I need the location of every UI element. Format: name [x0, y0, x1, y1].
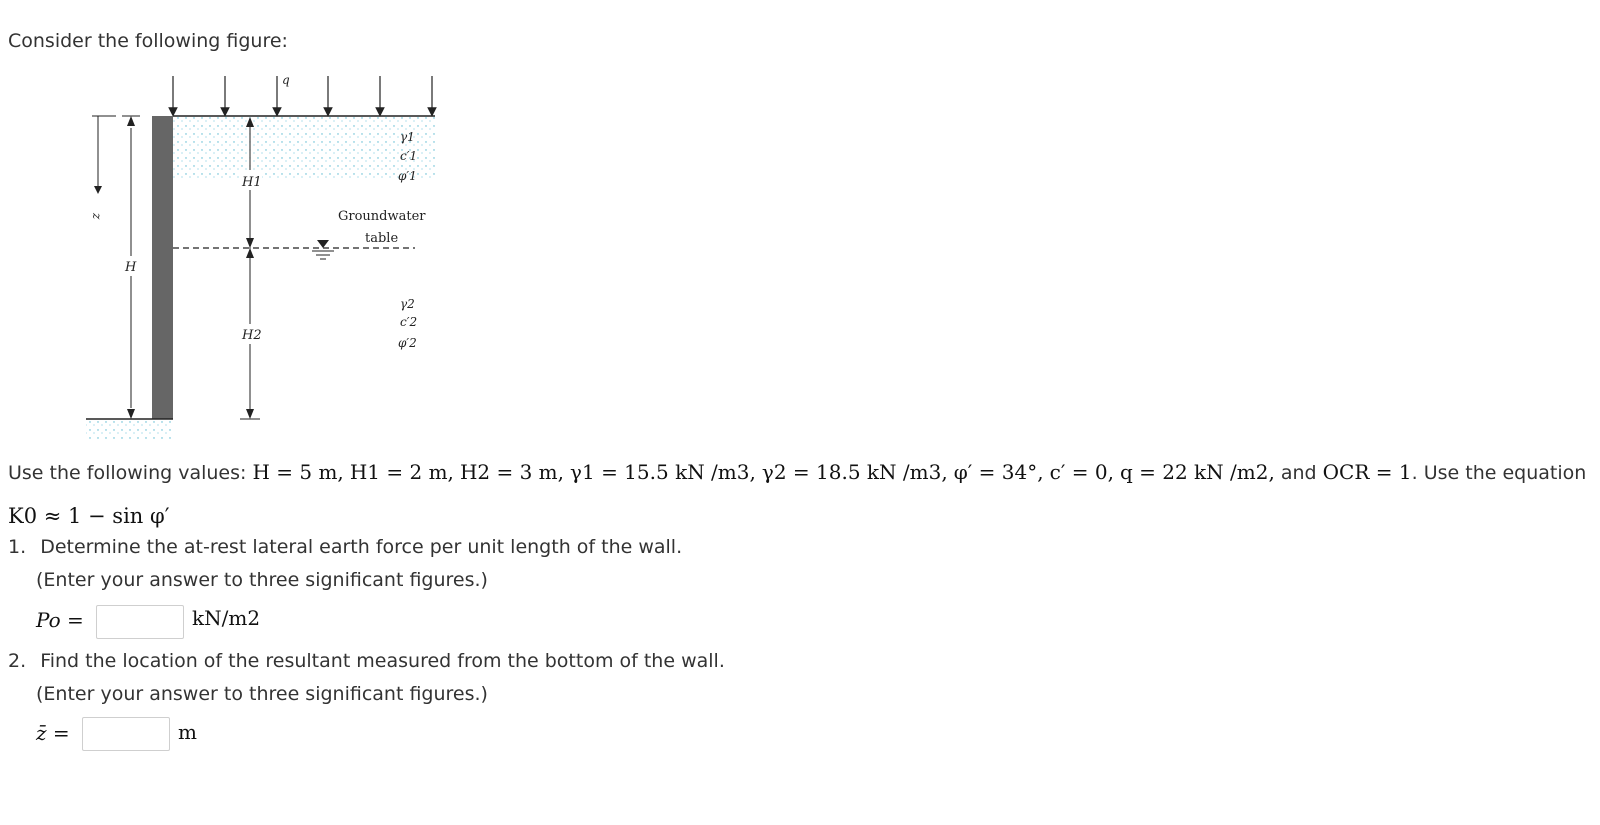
- question-2-text: Find the location of the resultant measured from the bottom of the wall.: [40, 650, 725, 672]
- H1-label: H1: [242, 175, 262, 190]
- gamma1-label: γ1: [400, 130, 415, 144]
- values-prefix: Use the following values:: [8, 462, 247, 484]
- ko-equation: K0 ≈ 1 − sin φ′: [8, 504, 170, 528]
- question-1-text: Determine the at-rest lateral earth force per unit length of the wall.: [40, 536, 683, 558]
- question-1-number: 1.: [8, 536, 27, 558]
- groundwater-label: Groundwater: [338, 209, 426, 224]
- value-gamma1: γ1 = 15.5 kN /m3,: [570, 460, 756, 484]
- values-suffix: . Use the equation: [1411, 462, 1587, 484]
- question-1-variable: Po =: [36, 608, 84, 632]
- question-2-answer-input[interactable]: [82, 717, 170, 751]
- base-soil: [86, 418, 172, 440]
- value-H: H = 5 m,: [252, 460, 344, 484]
- question-1-hint: (Enter your answer to three significant figures.): [36, 569, 488, 591]
- gamma2-label: γ2: [400, 297, 415, 311]
- phi1-label: φ′1: [398, 169, 417, 183]
- values-and: and: [1280, 462, 1317, 484]
- value-q: q = 22 kN /m2,: [1119, 460, 1275, 484]
- question-1-answer-input[interactable]: [96, 605, 184, 639]
- H-label: H: [125, 260, 137, 275]
- phi2-label: φ′2: [398, 336, 417, 350]
- question-2-variable: z̄ =: [36, 721, 70, 745]
- surcharge-arrows: [173, 76, 432, 112]
- question-2: [8, 650, 725, 672]
- question-1-unit: kN/m2: [192, 606, 261, 630]
- groundwater-label-2: table: [365, 231, 399, 246]
- value-c: c′ = 0,: [1049, 460, 1114, 484]
- c2-label: c′2: [400, 315, 418, 329]
- question-2-number: 2.: [8, 650, 27, 672]
- value-phi: φ′ = 34°,: [953, 460, 1044, 484]
- intro-text: Consider the following figure:: [8, 30, 288, 52]
- c1-label: c′1: [400, 149, 418, 163]
- question-1: [8, 536, 682, 558]
- value-H2: H2 = 3 m,: [459, 460, 564, 484]
- z-label: z: [90, 213, 104, 220]
- question-2-hint: (Enter your answer to three significant figures.): [36, 683, 488, 705]
- value-gamma2: γ2 = 18.5 kN /m3,: [761, 460, 948, 484]
- retaining-wall-figure: [80, 68, 460, 448]
- wall: [152, 116, 173, 419]
- value-ocr: OCR = 1: [1322, 460, 1412, 484]
- H2-label: H2: [242, 328, 262, 343]
- question-2-unit: m: [178, 720, 197, 744]
- value-H1: H1 = 2 m,: [349, 460, 454, 484]
- upper-soil-layer: [173, 116, 435, 180]
- q-label: q: [282, 73, 290, 87]
- given-values: [8, 460, 1586, 484]
